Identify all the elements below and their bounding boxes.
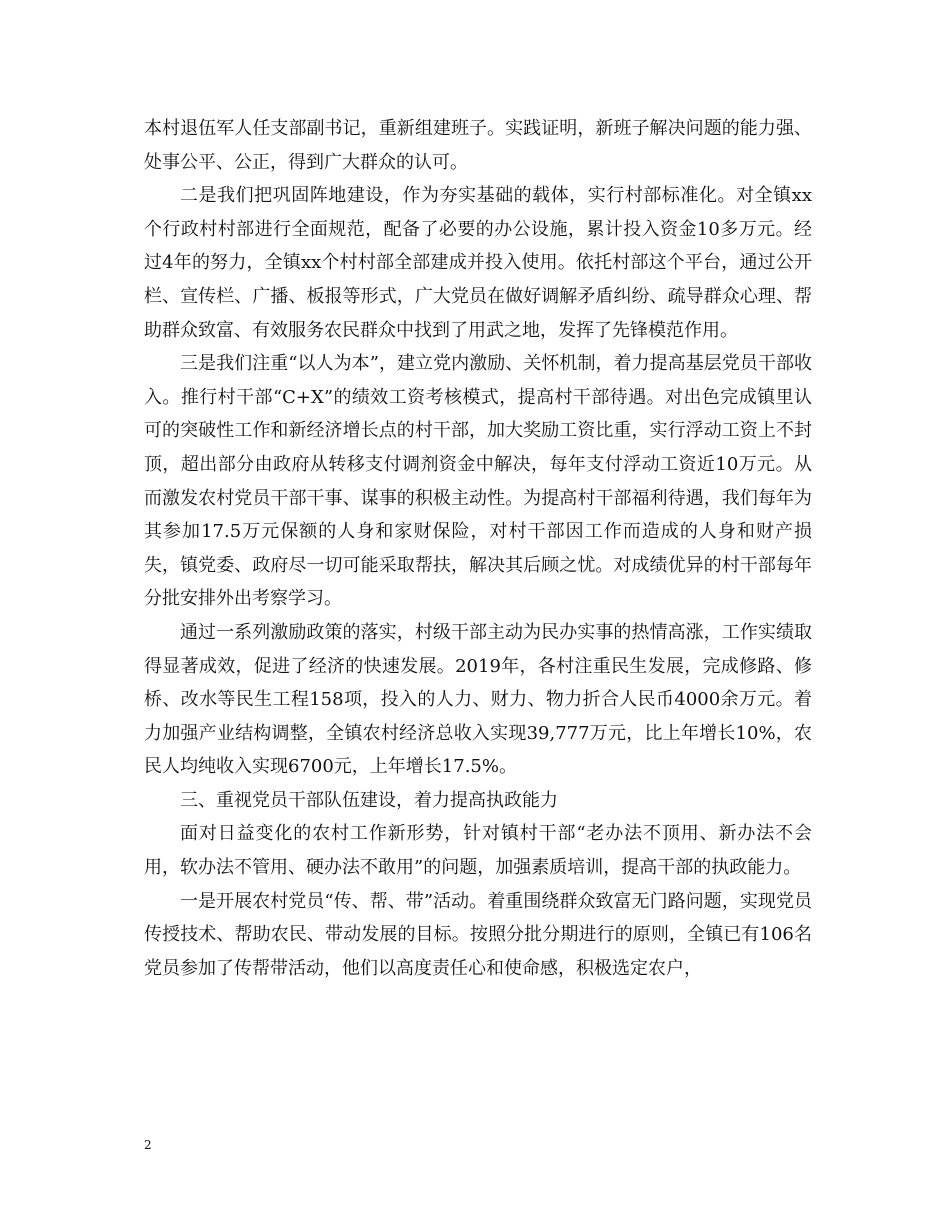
- page-number: 2: [144, 1138, 152, 1152]
- paragraph-4: 通过一系列激励政策的落实，村级干部主动为民办实事的热情高涨，工作实绩取得显著成效，促进了经济的快速发展。2019年，各村注重民生发展，完成修路、修桥、改水等民生工程158项，投入的人力、财力、物力折合人民币4000余万元。着力加强产业结构调整，全镇农村经济总收入实现39,777万元，比上年增长10%，农民人均纯收入实现6700元，上年增长17.5%。: [144, 621, 812, 778]
- page-body: [144, 112, 812, 985]
- paragraph-1: 本村退伍军人任支部副书记，重新组建班子。实践证明，新班子解决问题的能力强、处事公平、公正，得到广大群众的认可。: [144, 118, 812, 173]
- paragraph-2: 二是我们把巩固阵地建设，作为夯实基础的载体，实行村部标准化。对全镇xx个行政村村部进行全面规范，配备了必要的办公设施，累计投入资金10多万元。经过4年的努力，全镇xx个村村部全部建成并投入使用。依托村部这个平台，通过公开栏、宣传栏、广播、板报等形式，广大党员在做好调解矛盾纠纷、疏导群众心理、帮助群众致富、有效服务农民群众中找到了用武之地，发挥了先锋模范作用。: [144, 185, 812, 341]
- section-heading: 三、重视党员干部队伍建设，着力提高执政能力: [180, 789, 558, 811]
- paragraph-6: 一是开展农村党员“传、帮、带”活动。着重围绕群众致富无门路问题，实现党员传授技术、帮助农民、带动发展的目标。按照分批分期进行的原则，全镇已有106名党员参加了传帮带活动，他们以高度责任心和使命感，积极选定农户，: [144, 890, 812, 979]
- paragraph-5: 面对日益变化的农村工作新形势，针对镇村干部“老办法不顶用、新办法不会用，软办法不管用、硬办法不敢用”的问题，加强素质培训，提高干部的执政能力。: [144, 823, 812, 879]
- paragraph-3: 三是我们注重“以人为本”，建立党内激励、关怀机制，着力提高基层党员干部收入。推行村干部“C+X”的绩效工资考核模式，提高村干部待遇。对出色完成镇里认可的突破性工作和新经济增长点的村干部，加大奖励工资比重，实行浮动工资上不封顶，超出部分由政府从转移支付调剂资金中解决，每年支付浮动工资近10万元。从而激发农村党员干部干事、谋事的积极主动性。为提高村干部福利待遇，我们每年为其参加17.5万元保额的人身和家财保险，对村干部因工作而造成的人身和财产损失，镇党委、政府尽一切可能采取帮扶，解决其后顾之忧。对成绩优异的村干部每年分批安排外出考察学习。: [144, 353, 812, 610]
